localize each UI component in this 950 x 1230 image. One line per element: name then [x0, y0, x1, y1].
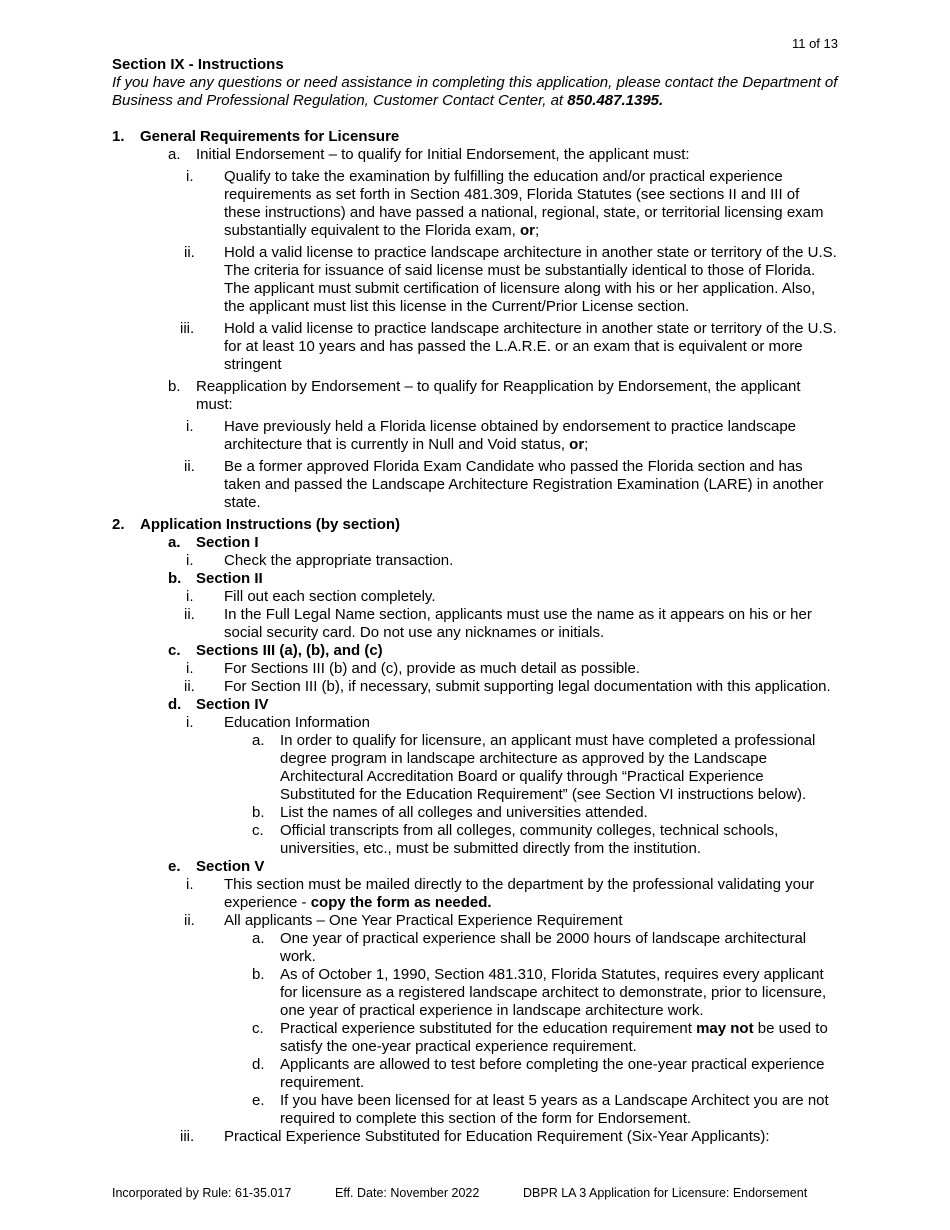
s1-b-ii-num: ii.: [184, 458, 195, 475]
s2-b-i-text: Fill out each section completely.: [224, 588, 436, 605]
s1-a-ii-text: Hold a valid license to practice landscape architecture in another state or territory of the U.S. The criteria for issuance of said license must be substantially identical to those of Florida. The applicant must submit certification of licensure along with his or her application. Also, the applicant must list this license in the Current/Prior License section.: [224, 244, 837, 315]
contact-note-text: If you have any questions or need assistance in completing this application, please contact the Department of Business and Professional Regulation, Customer Contact Center, at: [112, 74, 838, 109]
s2-a-i: [112, 552, 838, 570]
s2-e-ii-c-num: c.: [252, 1020, 264, 1037]
s2-e-ii-d-num: d.: [252, 1056, 265, 1073]
s2-e-i-num: i.: [186, 876, 194, 893]
s2-a-num: a.: [168, 534, 181, 551]
s1-a-text: Initial Endorsement – to qualify for Initial Endorsement, the applicant must:: [196, 146, 690, 163]
s1-a-iii: [112, 320, 838, 374]
s2-e-ii-b-num: b.: [252, 966, 265, 983]
s2-d-i: [112, 714, 838, 732]
s2-e-ii-c-body: Practical experience substituted for the education requirement: [280, 1020, 697, 1037]
s1-a-iii-text: Hold a valid license to practice landscape architecture in another state or territory of the U.S. for at least 10 years and has passed the L.A.R.E. or an exam that is equivalent or more stringent: [224, 320, 837, 373]
s2-c-title: Sections III (a), (b), and (c): [196, 642, 383, 659]
s2-e-ii-e: [112, 1092, 838, 1128]
s2-e-ii-num: ii.: [184, 912, 195, 929]
s2-e-ii-b-text: As of October 1, 1990, Section 481.310, Florida Statutes, requires every applicant for licensure as a registered landscape architect to demonstrate, prior to licensure, one year of practical experience in landscape architecture work.: [280, 966, 827, 1019]
s2-d: [112, 696, 838, 714]
s2-e-ii-b: [112, 966, 838, 1020]
s2-e-ii-e-text: If you have been licensed for at least 5 years as a Landscape Architect you are not required to complete this section of the form for Endorsement.: [280, 1092, 829, 1127]
s1-b-num: b.: [168, 378, 181, 395]
s2-e-ii-a-num: a.: [252, 930, 265, 947]
s1-num: 1.: [112, 128, 125, 145]
s2-e-i: [112, 876, 838, 912]
s1-a-ii-num: ii.: [184, 244, 195, 261]
s2-e-iii: [112, 1128, 838, 1146]
s2-b: [112, 570, 838, 588]
s1-a-i-text: [224, 168, 838, 240]
s2-d-i-c: [112, 822, 838, 858]
s1-b-ii-text: Be a former approved Florida Exam Candidate who passed the Florida section and has taken and passed the Landscape Architecture Registration Examination (LARE) in another state.: [224, 458, 824, 511]
s2-c-ii-num: ii.: [184, 678, 195, 695]
s1-a-ii: [112, 244, 838, 316]
s2-b-ii-text: In the Full Legal Name section, applicants must use the name as it appears on his or her social security card. Do not use any nicknames or initials.: [224, 606, 812, 641]
s2-num: 2.: [112, 516, 125, 533]
contact-note: [112, 74, 838, 110]
s1-b-ii: [112, 458, 838, 512]
footer-rule: Incorporated by Rule: 61-35.017: [112, 1186, 292, 1200]
s2-a: [112, 534, 838, 552]
s2-d-i-a: [112, 732, 838, 804]
s1-a-iii-num: iii.: [180, 320, 195, 337]
s2-b-num: b.: [168, 570, 182, 587]
s2-e-ii-c-text: [280, 1020, 838, 1056]
s2-title: Application Instructions (by section): [140, 516, 401, 533]
instructions-content: [112, 56, 838, 1146]
footer-form-name: DBPR LA 3 Application for Licensure: Endorsement: [523, 1186, 808, 1200]
s2-a-i-text: Check the appropriate transaction.: [224, 552, 454, 569]
s2-e-i-emphasis: copy the form as needed.: [310, 894, 492, 911]
s2-c-ii-text: For Section III (b), if necessary, submit supporting legal documentation with this application.: [224, 678, 831, 695]
page-number: 11 of 13: [791, 36, 838, 51]
s2-a-i-num: i.: [186, 552, 194, 569]
s2-e-ii: [112, 912, 838, 930]
s1-a-i-or: or: [520, 222, 535, 239]
s2-b-title: Section II: [196, 570, 263, 587]
s2-b-i-num: i.: [186, 588, 194, 605]
contact-phone: 850.487.1395.: [567, 92, 664, 109]
s2-c: [112, 642, 838, 660]
s2-d-i-a-num: a.: [252, 732, 265, 749]
s2-d-i-text: Education Information: [224, 714, 370, 731]
s2-d-i-num: i.: [186, 714, 194, 731]
s1-b-i: [112, 418, 838, 454]
s1-b-i-or: or: [569, 436, 585, 453]
s2-d-i-c-text: Official transcripts from all colleges, community colleges, technical schools, universities, etc., must be submitted directly from the institution.: [280, 822, 779, 857]
s1-b-i-tail: ;: [584, 436, 589, 453]
s1-b-i-text: [224, 418, 838, 454]
s2-e-ii-c-emphasis: may not: [696, 1020, 754, 1037]
s1-b-text: Reapplication by Endorsement – to qualify for Reapplication by Endorsement, the applicant must:: [196, 378, 801, 413]
s1-a-i-num: i.: [186, 168, 194, 185]
s2-e-iii-num: iii.: [180, 1128, 195, 1145]
s1-a-i-tail: ;: [535, 222, 540, 239]
s2-d-num: d.: [168, 696, 182, 713]
s2-e-i-text: [224, 876, 838, 912]
s2-e-ii-d-text: Applicants are allowed to test before completing the one-year practical experience requirement.: [280, 1056, 825, 1091]
s2-c-num: c.: [168, 642, 181, 659]
s2-e-ii-a-text: One year of practical experience shall be 2000 hours of landscape architectural work.: [280, 930, 807, 965]
s2-e-ii-d: [112, 1056, 838, 1092]
s1-a-num: a.: [168, 146, 181, 163]
s2-c-i: [112, 660, 838, 678]
s1-b-i-body: Have previously held a Florida license obtained by endorsement to practice landscape architecture that is currently in Null and Void status,: [224, 418, 796, 453]
s2-b-i: [112, 588, 838, 606]
s2-d-i-b-num: b.: [252, 804, 265, 821]
s2-heading: [112, 516, 838, 534]
footer-effective-date: Eff. Date: November 2022: [335, 1186, 480, 1200]
section-title: Section IX - Instructions: [112, 56, 284, 73]
s2-c-i-text: For Sections III (b) and (c), provide as much detail as possible.: [224, 660, 641, 677]
s2-b-ii: [112, 606, 838, 642]
s2-e-ii-text: All applicants – One Year Practical Experience Requirement: [224, 912, 623, 929]
s2-c-i-num: i.: [186, 660, 194, 677]
s2-e-ii-c-tail: be used to satisfy the one-year practical experience requirement.: [280, 1020, 828, 1055]
s2-e-ii-c: [112, 1020, 838, 1056]
s2-d-i-c-num: c.: [252, 822, 264, 839]
s1-title: General Requirements for Licensure: [140, 128, 400, 145]
s1-a: [112, 146, 838, 164]
s2-e-ii-a: [112, 930, 838, 966]
s2-d-title: Section IV: [196, 696, 269, 713]
s2-d-i-b-text: List the names of all colleges and universities attended.: [280, 804, 648, 821]
s2-a-title: Section I: [196, 534, 259, 551]
s1-a-i-body: Qualify to take the examination by fulfilling the education and/or practical experience requirements as set forth in Section 481.309, Florida Statutes (see sections II and III of these instructions) and have passed a national, regional, state, or territorial licensing exam substantially equivalent to the Florida exam,: [224, 168, 824, 239]
s2-e-num: e.: [168, 858, 181, 875]
s2-e-ii-e-num: e.: [252, 1092, 265, 1109]
s2-e-title: Section V: [196, 858, 265, 875]
s2-e-iii-text: Practical Experience Substituted for Education Requirement (Six-Year Applicants):: [224, 1128, 770, 1145]
s1-b-i-num: i.: [186, 418, 194, 435]
s1-a-i: [112, 168, 838, 240]
s2-e-i-body: This section must be mailed directly to the department by the professional validating your experience -: [224, 876, 815, 911]
s2-e: [112, 858, 838, 876]
s2-d-i-b: [112, 804, 838, 822]
s2-c-ii: [112, 678, 838, 696]
s2-b-ii-num: ii.: [184, 606, 195, 623]
s1-heading: [112, 128, 838, 146]
s2-d-i-a-text: In order to qualify for licensure, an applicant must have completed a professional degree program in landscape architecture as approved by the Landscape Architectural Accreditation Board or qualify through “Practical Experience Substituted for the Education Requirement” (see Section VI instructions below).: [280, 732, 816, 803]
s1-b: [112, 378, 838, 414]
